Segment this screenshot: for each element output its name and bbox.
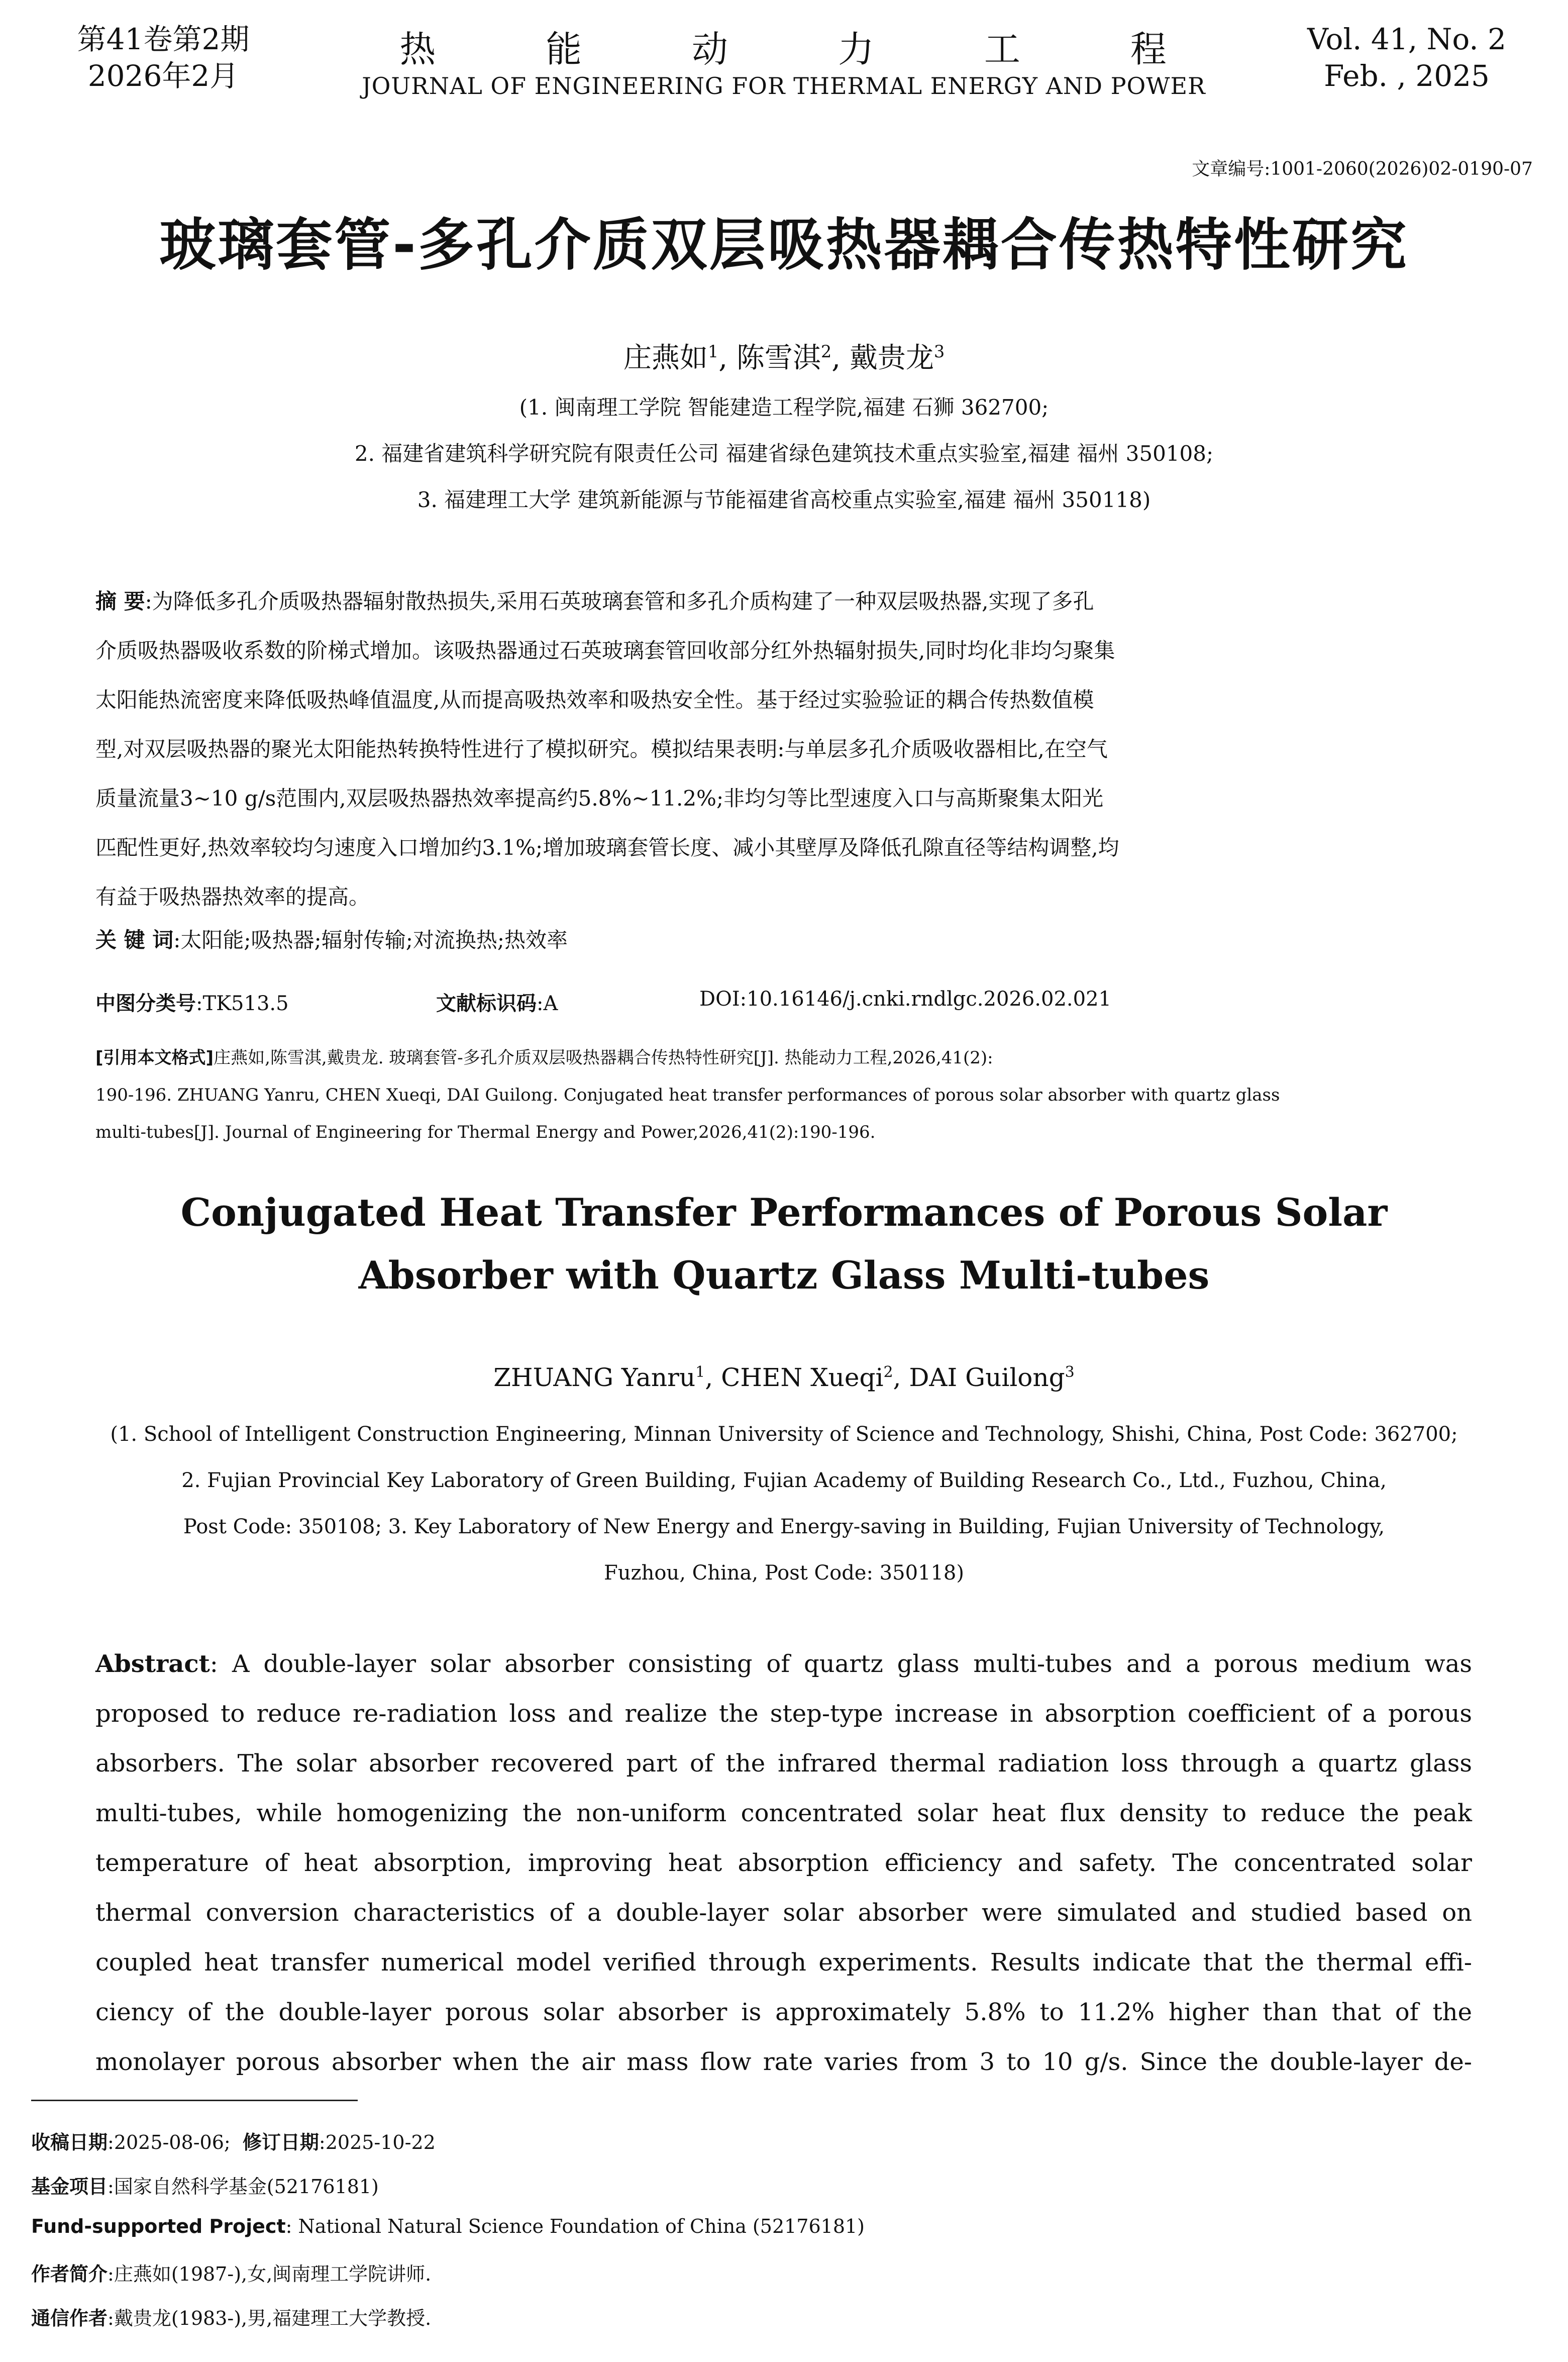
- journal-name-en: JOURNAL OF ENGINEERING FOR THERMAL ENERGY AND POWER: [362, 72, 1206, 100]
- abstract-en-line: ciency of the double-layer porous solar absorber is approximately 5.8% to 11.2% higher than that of the: [95, 1998, 1472, 2026]
- citation: [95, 1039, 1472, 1151]
- affiliations-en: [0, 1411, 1568, 1596]
- keywords-text: :太阳能;吸热器;辐射传输;对流换热;热效率: [173, 928, 568, 952]
- header-left: [48, 21, 279, 94]
- footnote-fund-en: Fund-supported Project: National Natural Science Foundation of China (52176181): [31, 2215, 865, 2237]
- author-cn: 庄燕如$^1$,: [623, 341, 727, 374]
- footnote-fund-cn: 基金项目:国家自然科学基金(52176181): [31, 2176, 379, 2198]
- title-en-line: Conjugated Heat Transfer Performances of Porous Solar: [180, 1190, 1388, 1235]
- abstract-en: [95, 1639, 1472, 2087]
- clc-label: 中图分类号: [95, 992, 196, 1015]
- title-en-line: Absorber with Quartz Glass Multi-tubes: [358, 1253, 1210, 1298]
- affiliation-en-line: Fuzhou, China, Post Code: 350118): [604, 1561, 964, 1585]
- author-en: DAI Guilong$^3$: [909, 1363, 1075, 1392]
- affiliation-en-line: Post Code: 350108; 3. Key Laboratory of New Energy and Energy-saving in Building, Fujian University of Technology,: [183, 1515, 1385, 1538]
- abstract-en-line: multi-tubes, while homogenizing the non-uniform concentrated solar heat flux density to reduce the peak: [95, 1799, 1472, 1827]
- doc-value: :A: [537, 992, 558, 1015]
- affiliation-line: (1. 闽南理工学院 智能建造工程学院,福建 石狮 362700;: [519, 395, 1049, 420]
- abstract-en-line: temperature of heat absorption, improving heat absorption efficiency and safety. The concentrated solar: [95, 1849, 1472, 1877]
- authors-en: [0, 1363, 1568, 1392]
- abstract-cn-line: :为降低多孔介质吸热器辐射散热损失,采用石英玻璃套管和多孔介质构建了一种双层吸热器,实现了多孔: [145, 589, 1094, 614]
- abstract-en-line: absorbers. The solar absorber recovered part of the infrared thermal radiation loss through a quartz glass: [95, 1749, 1472, 1778]
- affiliation-en-line: 2. Fujian Provincial Key Laboratory of Green Building, Fujian Academy of Building Research Co., Ltd., Fuzhou, China,: [181, 1469, 1387, 1492]
- abstract-cn-line: 匹配性更好,热效率较均匀速度入口增加约3.1%;增加玻璃套管长度、减小其壁厚及降低孔隙直径等结构调整,均: [95, 835, 1119, 860]
- abstract-en-line: proposed to reduce re-radiation loss and realize the step-type increase in absorption coefficient of a porous: [95, 1700, 1472, 1728]
- citation-line: 庄燕如,陈雪淇,戴贵龙. 玻璃套管-多孔介质双层吸热器耦合传热特性研究[J]. 热能动力工程,2026,41(2):: [214, 1048, 993, 1068]
- title-en: [0, 1181, 1568, 1307]
- footnote-author-bio: 作者简介:庄燕如(1987-),女,闽南理工学院讲师.: [31, 2263, 432, 2285]
- date-cn: 2026年2月: [87, 58, 239, 93]
- abstract-en-line: monolayer porous absorber when the air mass flow rate varies from 3 to 10 g/s. Since the double-layer de-: [95, 2048, 1472, 2076]
- header-right: [1286, 21, 1527, 94]
- footnote-received: 收稿日期:2025-08-06; 修订日期:2025-10-22: [31, 2131, 436, 2153]
- authors-cn: [0, 336, 1568, 376]
- author-en: ZHUANG Yanru$^1$,: [493, 1363, 721, 1392]
- abstract-cn-line: 有益于吸热器热效率的提高。: [95, 884, 370, 909]
- affiliations-cn: [0, 397, 1568, 536]
- volume-en: Vol. 41, No. 2: [1307, 22, 1506, 56]
- abstract-cn-line: 介质吸热器吸收系数的阶梯式增加。该吸热器通过石英玻璃套管回收部分红外热辐射损失,同时均化非均匀聚集: [95, 638, 1115, 663]
- title-cn: 玻璃套管-多孔介质双层吸热器耦合传热特性研究: [159, 213, 1409, 278]
- journal-name-cn: 热 能 动 力 工 程: [399, 28, 1168, 70]
- citation-label: [引用本文格式]: [95, 1048, 214, 1068]
- classification-row: [95, 988, 289, 1016]
- article-number: 文章编号:1001-2060(2026)02-0190-07: [1192, 159, 1533, 179]
- footnote-divider: [31, 2100, 358, 2101]
- date-en: Feb. , 2025: [1324, 58, 1490, 93]
- abstract-en-line: thermal conversion characteristics of a double-layer solar absorber were simulated and studied based on: [95, 1899, 1472, 1927]
- abstract-cn: [95, 577, 1472, 922]
- affiliation-line: 2. 福建省建筑科学研究院有限责任公司 福建省绿色建筑技术重点实验室,福建 福州 350108;: [354, 441, 1214, 466]
- keywords-label: 关 键 词: [95, 928, 174, 952]
- citation-line: 190-196. ZHUANG Yanru, CHEN Xueqi, DAI Guilong. Conjugated heat transfer performances of porous solar absorber with quartz glass: [95, 1085, 1280, 1105]
- abstract-en-line: : A double-layer solar absorber consisting of quartz glass multi-tubes and a porous medium was: [210, 1650, 1472, 1678]
- affiliation-en-line: (1. School of Intelligent Construction Engineering, Minnan University of Science and Technology, Shishi, China, Post Code: 362700;: [110, 1423, 1458, 1446]
- keywords-cn: [95, 924, 568, 954]
- header-center: [322, 20, 1246, 100]
- affiliation-line: 3. 福建理工大学 建筑新能源与节能福建省高校重点实验室,福建 福州 350118): [417, 487, 1151, 512]
- author-cn: 陈雪淇$^2$,: [736, 341, 841, 374]
- abstract-cn-label: 摘 要: [95, 589, 145, 614]
- abstract-cn-line: 质量流量3~10 g/s范围内,双层吸热器热效率提高约5.8%~11.2%;非均匀等比型速度入口与高斯聚集太阳光: [95, 786, 1104, 811]
- footnote-corresponding: 通信作者:戴贵龙(1983-),男,福建理工大学教授.: [31, 2307, 432, 2329]
- abstract-en-line: coupled heat transfer numerical model verified through experiments. Results indicate that the thermal effi-: [95, 1948, 1472, 1977]
- abstract-en-label: Abstract: [95, 1650, 210, 1678]
- doc-label: 文献标识码: [436, 992, 537, 1015]
- issue-cn: 第41卷第2期: [77, 22, 250, 56]
- citation-line: multi-tubes[J]. Journal of Engineering for Thermal Energy and Power,2026,41(2):190-196.: [95, 1122, 876, 1142]
- abstract-cn-line: 太阳能热流密度来降低吸热峰值温度,从而提高吸热效率和吸热安全性。基于经过实验验证的耦合传热数值模: [95, 687, 1094, 712]
- doi: DOI:10.16146/j.cnki.rndlgc.2026.02.021: [699, 988, 1111, 1011]
- author-cn: 戴贵龙$^3$: [849, 341, 945, 374]
- clc-value: :TK513.5: [196, 992, 289, 1015]
- author-en: CHEN Xueqi$^2$,: [721, 1363, 909, 1392]
- doc-code: [436, 988, 558, 1016]
- abstract-cn-line: 型,对双层吸热器的聚光太阳能热转换特性进行了模拟研究。模拟结果表明:与单层多孔介质吸收器相比,在空气: [95, 737, 1108, 761]
